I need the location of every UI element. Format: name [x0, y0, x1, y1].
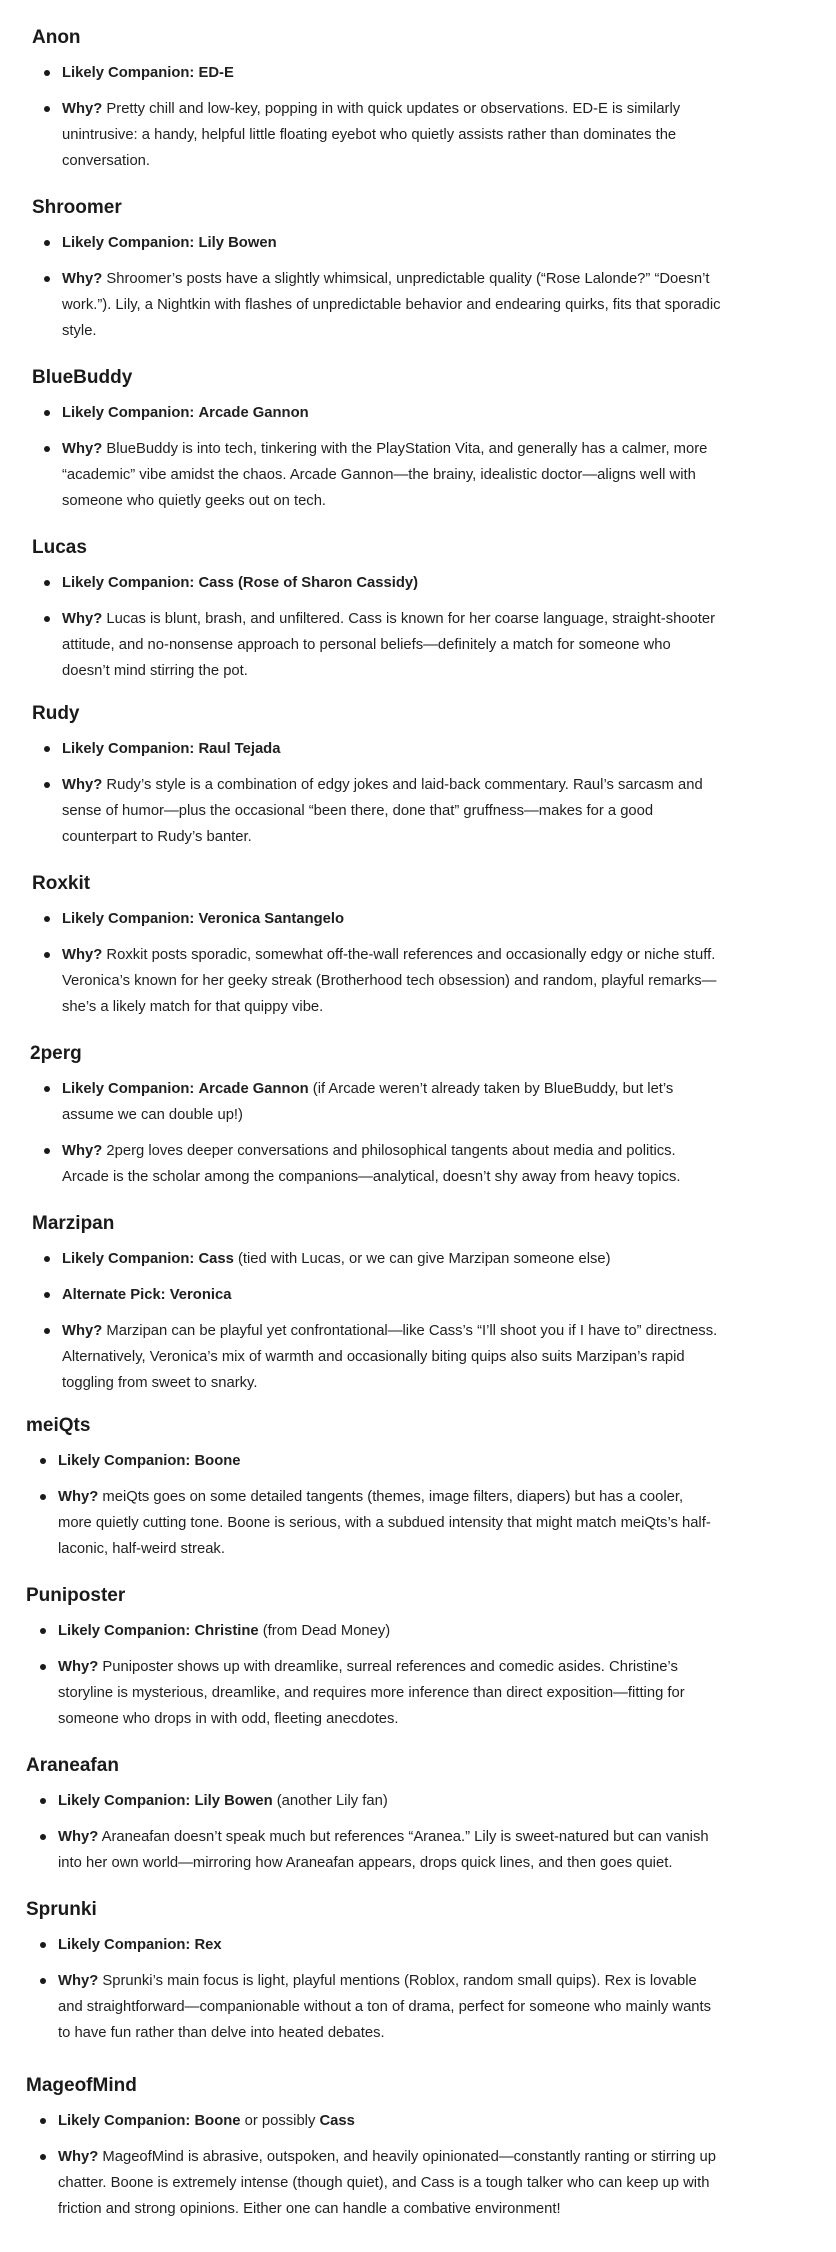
companion-label: Likely Companion: — [62, 235, 195, 251]
companion-label: Likely Companion: — [62, 911, 195, 927]
why-item — [58, 1968, 718, 2046]
section-heading: Lucas — [32, 537, 87, 558]
why-text: Shroomer’s posts have a slightly whimsical, unpredictable quality (“Rose Lalonde?” “Doesn’t work.”). Lily, a Nightkin with flashes of unpredictable behavior and endearing quirks, fits that sporadic style. — [62, 271, 721, 339]
why-label: Why? — [62, 947, 103, 963]
companion-label: Likely Companion: — [58, 1623, 191, 1639]
companion-name: Cass — [198, 1251, 234, 1267]
companion-item — [58, 2108, 718, 2134]
why-text: Araneafan doesn’t speak much but references “Aranea.” Lily is sweet-natured but can vanish into her own world—mirroring how Araneafan appears, drops quick lines, and then goes quiet. — [58, 1829, 709, 1871]
companion-item — [62, 60, 722, 86]
companion-label: Likely Companion: — [62, 741, 195, 757]
section-heading: Roxkit — [32, 873, 91, 894]
companion-name: Cass (Rose of Sharon Cassidy) — [198, 575, 419, 591]
why-item — [58, 1824, 718, 1876]
why-item — [62, 606, 722, 684]
section-heading: meiQts — [26, 1415, 91, 1436]
companion-label: Likely Companion: — [62, 405, 195, 421]
companion-item — [62, 1246, 722, 1272]
alternate-label: Alternate Pick: — [62, 1287, 166, 1303]
companion-item — [58, 1448, 718, 1474]
why-text: 2perg loves deeper conversations and philosophical tangents about media and politics. Arcade is the scholar among the companions—analytical, doesn’t shy away from heavy topics. — [62, 1143, 681, 1185]
why-item — [58, 1484, 718, 1562]
companion-item — [62, 906, 722, 932]
companion-name: Rex — [194, 1937, 222, 1953]
companion-name: Boone — [194, 1453, 241, 1469]
why-item — [62, 1138, 722, 1190]
why-text: Marzipan can be playful yet confrontational—like Cass’s “I’ll shoot you if I have to” directness. Alternatively, Veronica’s mix of warmth and occasionally biting quips also suits Marzipan’s rapid toggling from sweet to snarky. — [62, 1323, 718, 1391]
companion-alt-name: Cass — [319, 2113, 355, 2129]
companion-label: Likely Companion: — [62, 1251, 195, 1267]
why-text: Lucas is blunt, brash, and unfiltered. Cass is known for her coarse language, straight-shooter attitude, and no-nonsense approach to personal beliefs—definitely a match for someone who doesn’t mind stirring the pot. — [62, 611, 716, 679]
why-item — [62, 772, 722, 850]
companion-name: Christine — [194, 1623, 259, 1639]
section-heading: Marzipan — [32, 1213, 115, 1234]
companion-name: ED-E — [198, 65, 234, 81]
companion-label: Likely Companion: — [58, 1453, 191, 1469]
section-heading: Sprunki — [26, 1899, 97, 1920]
companion-item — [62, 736, 722, 762]
companion-label: Likely Companion: — [58, 1937, 191, 1953]
why-text: Roxkit posts sporadic, somewhat off-the-wall references and occasionally edgy or niche stuff. Veronica’s known for her geeky streak (Brotherhood tech obsession) and random, playful remarks—she’s a likely match for that quippy vibe. — [62, 947, 717, 1015]
companion-label: Likely Companion: — [62, 575, 195, 591]
why-text: Rudy’s style is a combination of edgy jokes and laid-back commentary. Raul’s sarcasm and sense of humor—plus the occasional “been there, done that” gruffness—makes for a good counterpart to Rudy’s banter. — [62, 777, 703, 845]
why-label: Why? — [62, 611, 103, 627]
why-label: Why? — [62, 101, 103, 117]
why-label: Why? — [58, 1829, 99, 1845]
why-item — [58, 1654, 718, 1732]
companion-item — [58, 1788, 718, 1814]
section-heading: Shroomer — [32, 197, 122, 218]
companion-note: (another Lily fan) — [272, 1793, 388, 1809]
why-text: Pretty chill and low-key, popping in with quick updates or observations. ED-E is similarly unintrusive: a handy, helpful little floating eyebot who quietly assists rather than dominates the conversation. — [62, 101, 681, 169]
why-item — [62, 266, 722, 344]
why-label: Why? — [58, 2149, 99, 2165]
why-label: Why? — [62, 777, 103, 793]
companion-item — [62, 1076, 722, 1128]
companion-label: Likely Companion: — [58, 2113, 191, 2129]
companion-name: Lily Bowen — [198, 235, 277, 251]
alternate-item — [62, 1282, 722, 1308]
why-label: Why? — [58, 1489, 99, 1505]
companion-name: Lily Bowen — [194, 1793, 273, 1809]
section-heading: Araneafan — [26, 1755, 119, 1776]
companion-label: Likely Companion: — [62, 1081, 195, 1097]
companion-item — [62, 400, 722, 426]
companion-label: Likely Companion: — [58, 1793, 191, 1809]
companion-item — [58, 1618, 718, 1644]
section-heading: BlueBuddy — [32, 367, 133, 388]
section-heading: Puniposter — [26, 1585, 126, 1606]
why-item — [58, 2144, 718, 2222]
why-text: Puniposter shows up with dreamlike, surreal references and comedic asides. Christine’s storyline is mysterious, dreamlike, and requires more inference than direct exposition—fitting for someone who drops in with odd, fleeting anecdotes. — [58, 1659, 685, 1727]
why-label: Why? — [62, 1323, 103, 1339]
why-item — [62, 436, 722, 514]
companion-label: Likely Companion: — [62, 65, 195, 81]
section-heading: MageofMind — [26, 2075, 137, 2096]
why-label: Why? — [58, 1973, 99, 1989]
why-label: Why? — [58, 1659, 99, 1675]
companion-name: Veronica Santangelo — [198, 911, 345, 927]
why-text: MageofMind is abrasive, outspoken, and heavily opinionated—constantly ranting or stirring up chatter. Boone is extremely intense (though quiet), and Cass is a tough talker who can keep up with friction and strong opinions. Either one can handle a combative environment! — [58, 2149, 717, 2217]
alternate-name: Veronica — [169, 1287, 232, 1303]
section-heading: 2perg — [30, 1043, 82, 1064]
companion-note: (if Arcade weren’t already taken by BlueBuddy, but let’s assume we can double up!) — [62, 1081, 674, 1123]
why-label: Why? — [62, 1143, 103, 1159]
why-item — [62, 96, 722, 174]
why-text: meiQts goes on some detailed tangents (themes, image filters, diapers) but has a cooler, more quietly cutting tone. Boone is serious, with a subdued intensity that might match meiQts’s half-laconic, half-weird streak. — [58, 1489, 711, 1557]
companion-note: (from Dead Money) — [258, 1623, 391, 1639]
why-label: Why? — [62, 441, 103, 457]
companion-note: (tied with Lucas, or we can give Marzipan someone else) — [233, 1251, 611, 1267]
why-text: Sprunki’s main focus is light, playful mentions (Roblox, random small quips). Rex is lovable and straightforward—companionable without a ton of drama, perfect for someone who mainly wants to have fun rather than delve into heated debates. — [58, 1973, 712, 2041]
why-item — [62, 942, 722, 1020]
companion-name: Boone — [194, 2113, 241, 2129]
section-heading: Rudy — [32, 703, 80, 724]
companion-item — [62, 230, 722, 256]
companion-item — [62, 570, 722, 596]
section-heading: Anon — [32, 27, 81, 48]
companion-name: Raul Tejada — [198, 741, 281, 757]
why-item — [62, 1318, 722, 1396]
companion-item — [58, 1932, 718, 1958]
why-text: BlueBuddy is into tech, tinkering with the PlayStation Vita, and generally has a calmer, more “academic” vibe amidst the chaos. Arcade Gannon—the brainy, idealistic doctor—aligns well with someone who quietly geeks out on tech. — [62, 441, 708, 509]
why-label: Why? — [62, 271, 103, 287]
companion-joiner: or possibly — [240, 2113, 320, 2129]
companion-name: Arcade Gannon — [198, 405, 309, 421]
companion-name: Arcade Gannon — [198, 1081, 309, 1097]
